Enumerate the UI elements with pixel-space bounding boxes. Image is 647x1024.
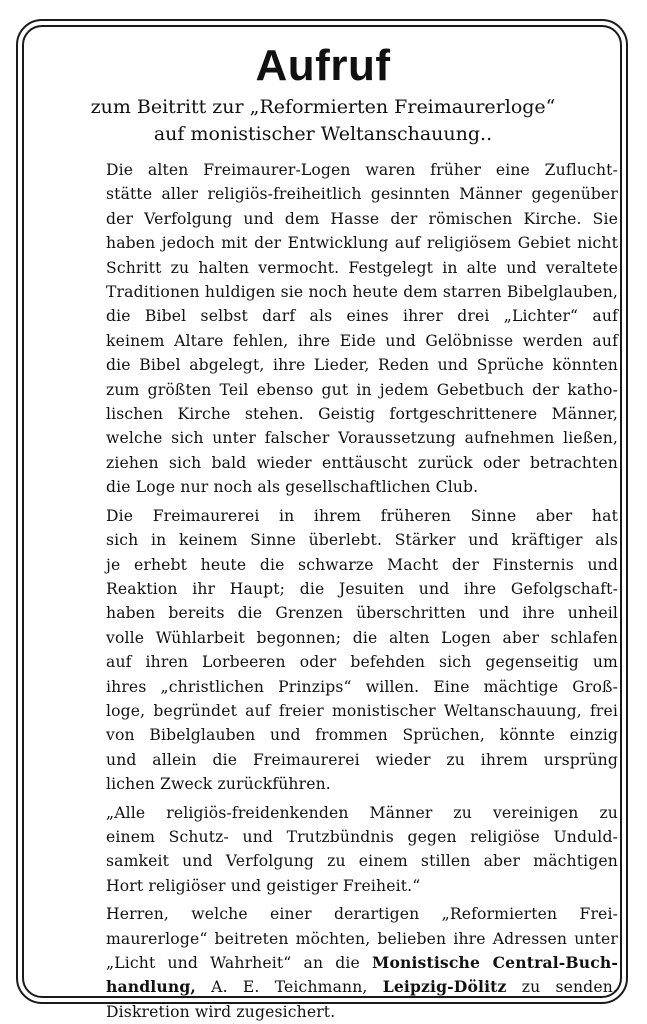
text-line: Die Freimaurerei in ihrem früheren Sinne aber hat xyxy=(106,506,618,525)
paragraph-3-quote xyxy=(76,801,618,899)
text-line: ziehen sich bald wieder enttäuscht zurück oder betrachten xyxy=(106,453,618,472)
text-line: sich in keinem Sinne überlebt. Stärker und kräftiger als xyxy=(106,531,618,550)
text-line: und allein die Freimaurerei wieder zu ihrem ursprüng xyxy=(106,750,618,769)
proprietor-name: A. E. Teichmann, xyxy=(195,978,383,997)
text-line: samkeit und Verfolgung zu einem stillen aber mächtigen xyxy=(106,852,618,871)
text-line: stätte aller religiös-freiheitlich gesinnten Männer gegenüber xyxy=(106,185,618,204)
text-line: Schritt zu halten vermocht. Festgelegt in alte und veraltete xyxy=(106,258,618,277)
text-line: Herren, welche einer derartigen „Reformierten Frei- xyxy=(106,905,618,924)
text-line: der Verfolgung und dem Hasse der römischen Kirche. Sie xyxy=(106,209,618,228)
text-line: volle Wühlarbeit begonnen; die alten Logen aber schlafen xyxy=(106,628,618,647)
text-line: „Alle religiös-freidenkenden Männer zu vereinigen zu xyxy=(106,803,618,822)
paragraph-2 xyxy=(76,504,618,797)
text-line: die Bibel selbst darf als eines ihrer drei „Lichter“ auf xyxy=(106,307,618,326)
text-line: von Bibelglauben und frommen Sprüchen, könnte einzig xyxy=(106,726,618,745)
text-line: die Bibel abgelegt, ihre Lieder, Reden und Sprüche könnten xyxy=(106,356,618,375)
text-line: zum größten Teil ebenso gut in jedem Gebetbuch der katho- xyxy=(106,380,618,399)
subtitle-line-1: zum Beitritt zur „Reformierten Freimaurerloge“ xyxy=(90,96,556,118)
text-line: je erhebt heute die schwarze Macht der Finsternis und xyxy=(106,555,618,574)
text-line: ihres „christlichen Prinzips“ willen. Eine mächtige Groß- xyxy=(106,677,618,696)
text-line: haben bereits die Grenzen überschritten und ihre unheil xyxy=(106,604,618,623)
text-line: Diskretion wird zugesichert. xyxy=(106,1002,336,1021)
text-run: zu senden. xyxy=(506,978,618,997)
body-text xyxy=(76,158,618,1024)
paragraph-1 xyxy=(76,158,618,500)
text-line: lischen Kirche stehen. Geistig fortgeschrittenere Männer, xyxy=(106,405,618,424)
city-name: Leipzig-Dölitz xyxy=(382,977,507,997)
text-line: keinem Altare fehlen, ihre Eide und Gelöbnisse werden auf xyxy=(106,331,618,350)
text-line: maurerloge“ beitreten möchten, belieben ihre Adressen unter xyxy=(106,929,618,948)
text-line: die Loge nur noch als gesellschaftlichen Club. xyxy=(106,478,479,497)
paragraph-4-contact xyxy=(76,902,618,1024)
text-line: haben jedoch mit der Entwicklung auf religiösem Gebiet nicht xyxy=(106,234,618,253)
text-run: „Licht und Wahrheit“ an die xyxy=(106,954,373,972)
text-line: Traditionen huldigen sie noch heute dem starren Bibelglauben, xyxy=(106,283,618,302)
advertisement xyxy=(76,30,618,1024)
text-line xyxy=(76,975,618,999)
text-line: loge, begründet auf freier monistischer Weltanschauung, frei xyxy=(106,701,618,720)
publisher-name: Monistische Central-Buch- xyxy=(372,953,618,972)
text-line xyxy=(76,951,618,975)
text-line: welche sich unter falscher Voraussetzung aufnehmen ließen, xyxy=(106,429,618,448)
headline-title: Aufruf xyxy=(255,41,391,90)
publisher-name-cont: handlung, xyxy=(106,977,196,997)
text-line: auf ihren Lorbeeren oder befehden sich gegenseitig um xyxy=(106,653,618,672)
text-line: lichen Zweck zurückführen. xyxy=(106,775,331,794)
subtitle-line-2: auf monistischer Weltanschauung.. xyxy=(153,123,493,145)
text-line: Die alten Freimaurer-Logen waren früher eine Zuflucht- xyxy=(106,161,618,179)
text-line: Reaktion ihr Haupt; die Jesuiten und ihre Gefolgschaft- xyxy=(106,579,618,598)
text-line: Hort religiöser und geistiger Freiheit.“ xyxy=(106,876,421,895)
text-line: einem Schutz- und Trutzbündnis gegen religiöse Unduld- xyxy=(106,827,618,846)
